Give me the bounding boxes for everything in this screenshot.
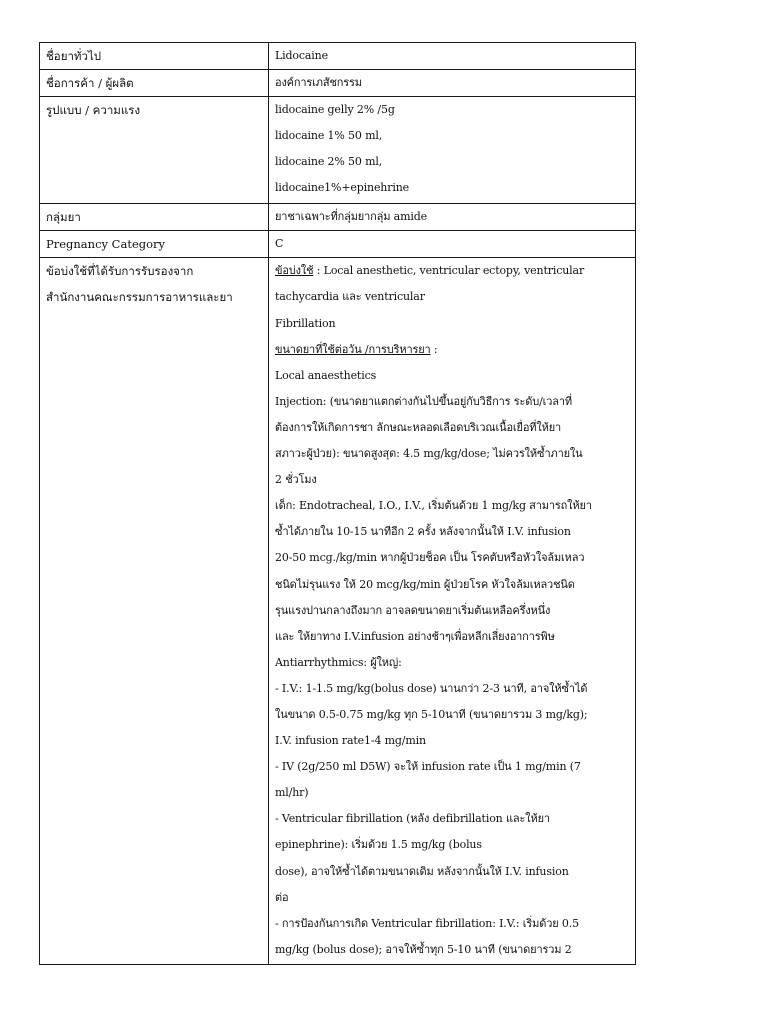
dosage-line: ชนิดไม่รุนแรง ให้ 20 mcg/kg/min ผู้ป่วยโรค หัวใจล้มเหลวชนิด	[275, 577, 575, 591]
dosage-line: ต้องการให้เกิดการชา ลักษณะหลอดเลือดบริเวณเนื้อเยื่อที่ให้ยา	[275, 420, 562, 434]
table-row-generic-name	[40, 43, 636, 70]
dosage-line: epinephrine): เริ่มด้วย 1.5 mg/kg (bolus	[275, 838, 482, 852]
value-cell	[269, 43, 636, 70]
approved-indications-label: ข้อบ่งใช้ที่ได้รับการรับรองจาก	[46, 264, 194, 279]
dosage-line: 2 ชั่วโมง	[275, 473, 317, 487]
value-cell	[269, 97, 636, 204]
dosage-line: ซ้ำได้ภายใน 10-15 นาทีอีก 2 ครั้ง หลังจากนั้นให้ I.V. infusion	[275, 525, 571, 539]
generic-name-label: ชื่อยาทั่วไป	[46, 49, 102, 63]
label-cell	[40, 43, 269, 70]
dosage-form-label: รูปแบบ / ความแรง	[46, 103, 141, 118]
indication-line	[275, 258, 629, 284]
dosage-line: Antiarrhythmics: ผู้ใหญ่:	[275, 655, 402, 669]
dosage-line: - การป้องกันการเกิด Ventricular fibrillation: I.V.: เริ่มด้วย 0.5	[275, 916, 579, 930]
value-cell	[269, 258, 636, 965]
indication-text: : Local anesthetic, ventricular ectopy, ventricular	[313, 264, 585, 278]
value-cell	[269, 204, 636, 231]
value-cell	[269, 231, 636, 258]
dosage-line: - Ventricular fibrillation (หลัง defibrillation และให้ยา	[275, 812, 550, 826]
pregnancy-category-value: C	[275, 237, 284, 251]
indication-line: Fibrillation	[275, 316, 336, 330]
label-cell	[40, 97, 269, 204]
label-cell	[40, 70, 269, 97]
dosage-line: และ ให้ยาทาง I.V.infusion อย่างช้าๆเพื่อหลีกเลี่ยงอาการพิษ	[275, 629, 555, 643]
indication-heading: ข้อบ่งใช้	[275, 264, 314, 278]
table-row-trade-name	[40, 70, 636, 97]
dosage-line: - IV (2g/250 ml D5W) จะให้ infusion rate เป็น 1 mg/min (7	[275, 760, 581, 774]
indication-line: tachycardia และ ventricular	[275, 290, 425, 304]
dosage-line: I.V. infusion rate1-4 mg/min	[275, 734, 426, 748]
label-cell	[40, 231, 269, 258]
dosage-line: Injection: (ขนาดยาแตกต่างกันไปขึ้นอยู่กับวิธีการ ระดับ/เวลาที่	[275, 394, 573, 408]
value-cell	[269, 70, 636, 97]
dosage-line: ต่อ	[275, 890, 289, 904]
dosage-line: 20-50 mcg./kg/min หากผู้ป่วยช็อค เป็น โรคตับหรือหัวใจล้มเหลว	[275, 551, 585, 565]
dosage-form-line: lidocaine1%+epinehrine	[275, 181, 410, 195]
table-row-pregnancy-category	[40, 231, 636, 258]
dosage-form-line: lidocaine 1% 50 ml,	[275, 129, 383, 143]
dosage-line: ในขนาด 0.5-0.75 mg/kg ทุก 5-10นาที (ขนาดยารวม 3 mg/kg);	[275, 707, 588, 721]
dosage-heading-suffix: :	[430, 342, 438, 356]
dosage-heading-line	[275, 337, 629, 363]
dosage-form-line: lidocaine gelly 2% /5g	[275, 103, 395, 117]
generic-name-value: Lidocaine	[275, 49, 328, 62]
drug-info-table	[39, 42, 636, 965]
dosage-line: สภาวะผู้ป่วย): ขนาดสูงสุด: 4.5 mg/kg/dose; ไม่ควรให้ซ้ำภายใน	[275, 447, 583, 461]
dosage-line: Local anaesthetics	[275, 368, 377, 382]
dosage-form-line: lidocaine 2% 50 ml,	[275, 155, 383, 169]
drug-group-label: กลุ่มยา	[46, 210, 81, 225]
table-row-dosage-form	[40, 97, 636, 204]
trade-name-label: ชื่อการค้า / ผู้ผลิต	[46, 76, 134, 91]
trade-name-value: องค์การเภสัชกรรม	[275, 76, 362, 90]
dosage-heading: ขนาดยาที่ใช้ต่อวัน /การบริหารยา	[275, 342, 431, 356]
drug-group-value: ยาชาเฉพาะที่กลุ่มยากลุ่ม amide	[275, 210, 427, 224]
approved-indications-label: สำนักงานคณะกรรมการอาหารและยา	[46, 290, 233, 305]
table-row-approved-indications	[40, 258, 636, 965]
dosage-line: mg/kg (bolus dose); อาจให้ซ้ำทุก 5-10 นาที (ขนาดยารวม 2	[275, 942, 572, 956]
dosage-line: เด็ก: Endotracheal, I.O., I.V., เริ่มต้นด้วย 1 mg/kg สามารถให้ยา	[275, 499, 592, 513]
dosage-line: dose), อาจให้ซ้ำได้ตามขนาดเดิม หลังจากนั้นให้ I.V. infusion	[275, 864, 569, 878]
label-cell	[40, 258, 269, 965]
pregnancy-category-label: Pregnancy Category	[46, 237, 166, 252]
label-cell	[40, 204, 269, 231]
dosage-line: - I.V.: 1-1.5 mg/kg(bolus dose) นานกว่า 2-3 นาที, อาจให้ซ้ำได้	[275, 681, 588, 695]
dosage-line: รุนแรงปานกลางถึงมาก อาจลดขนาดยาเริ่มต้นเหลือครึ่งหนึ่ง	[275, 603, 551, 617]
dosage-line: ml/hr)	[275, 786, 309, 800]
table-row-drug-group	[40, 204, 636, 231]
